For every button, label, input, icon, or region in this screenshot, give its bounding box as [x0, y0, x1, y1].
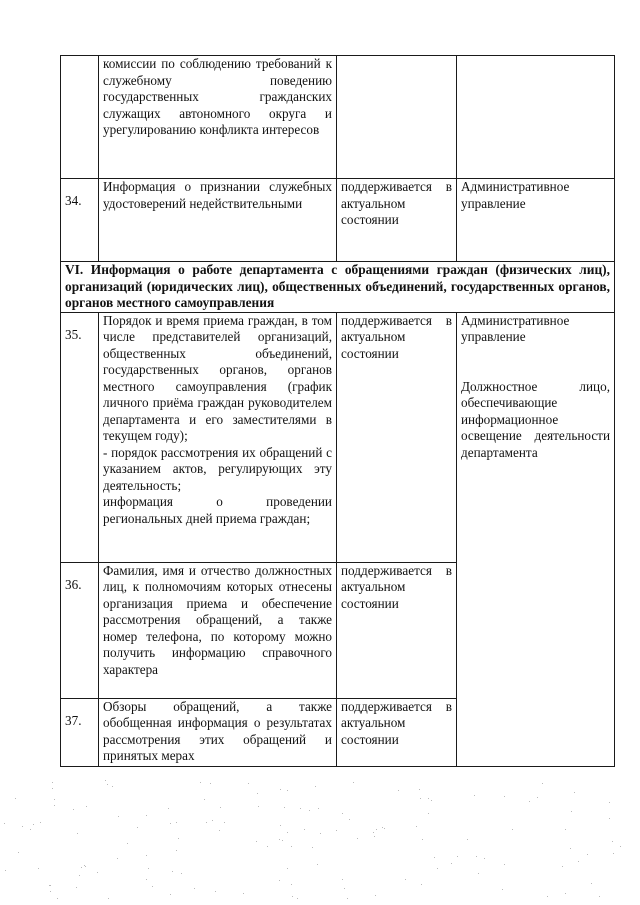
scan-speckle	[50, 885, 51, 886]
scan-speckle	[304, 829, 305, 830]
scan-speckle	[118, 816, 119, 817]
responsible-unit: Административное управление	[461, 312, 570, 344]
row-number: 34.	[65, 193, 82, 208]
row-number-cell	[61, 179, 99, 262]
scan-speckle	[502, 889, 503, 890]
scan-speckle	[79, 875, 80, 876]
scan-speckle	[52, 788, 53, 789]
scan-speckle	[384, 828, 385, 829]
scan-speckle	[376, 829, 377, 830]
scan-speckle	[267, 846, 268, 847]
scan-speckle	[484, 858, 485, 859]
scan-speckle	[349, 819, 350, 820]
scan-speckle	[22, 826, 23, 827]
row-status-cell	[337, 56, 457, 179]
scan-speckle	[112, 786, 113, 787]
scan-speckle	[422, 839, 423, 840]
row-number-cell	[61, 312, 99, 562]
row-number-cell	[61, 562, 99, 698]
scan-speckle	[405, 879, 406, 880]
information-table	[60, 55, 615, 767]
scan-speckle	[152, 886, 153, 887]
scan-speckle	[279, 839, 280, 840]
description-line: информация о проведении региональных дней приема граждан;	[103, 494, 332, 526]
scan-speckle	[578, 861, 579, 862]
scan-speckle	[587, 854, 588, 855]
scan-speckle	[54, 805, 55, 806]
row-description-cell: Фамилия, имя и отчество должностных лиц, к полномочиям которых отнесены организация приема и обеспечение рассмотрения обращений, а также номер телефона, по которому можно получить информацию справочного характера	[99, 562, 337, 698]
scan-speckle	[97, 872, 98, 873]
row-status-cell: поддерживается в актуальном состоянии	[337, 562, 457, 698]
row-description-cell: Информация о признании служебных удостоверений недействительными	[99, 179, 337, 262]
table-row	[61, 179, 615, 262]
scan-speckle	[178, 838, 179, 839]
scan-speckle	[258, 806, 259, 807]
scan-speckle	[375, 895, 376, 896]
scan-speckle	[280, 789, 281, 790]
scan-speckle	[33, 824, 34, 825]
scan-speckle	[176, 822, 177, 823]
scan-speckle	[86, 806, 87, 807]
scan-speckle	[374, 836, 375, 837]
scan-speckle	[54, 799, 55, 800]
scan-speckle	[336, 830, 337, 831]
scan-speckle	[137, 827, 138, 828]
scan-speckle	[282, 840, 283, 841]
scan-speckle	[287, 790, 288, 791]
scan-speckle	[599, 896, 600, 897]
row-description-cell	[99, 312, 337, 562]
scan-speckle	[220, 807, 221, 808]
row-status-cell: поддерживается в актуальном состоянии	[337, 312, 457, 562]
scan-speckle	[420, 798, 421, 799]
scan-speckle	[609, 802, 610, 803]
scan-speckle	[344, 888, 345, 889]
scan-speckle	[428, 813, 429, 814]
scan-speckle	[398, 790, 399, 791]
scan-speckle	[117, 858, 118, 859]
scan-speckle	[30, 829, 31, 830]
scan-speckle	[419, 789, 420, 790]
scan-speckle	[168, 808, 169, 809]
scan-speckle	[612, 841, 613, 842]
scan-speckle	[565, 893, 566, 894]
scan-speckle	[291, 884, 292, 885]
row-number: 36.	[65, 576, 82, 592]
scan-speckle	[421, 884, 422, 885]
row-number-cell	[61, 56, 99, 179]
scan-speckle	[212, 820, 213, 821]
scan-speckle	[434, 857, 435, 858]
scan-speckle	[224, 822, 225, 823]
scan-speckle	[148, 868, 149, 869]
scan-speckle	[431, 800, 432, 801]
scan-speckle	[512, 829, 513, 830]
scan-speckle	[170, 823, 171, 824]
row-number: 35.	[65, 326, 82, 342]
scan-speckle	[215, 891, 216, 892]
scan-speckle	[172, 871, 173, 872]
scan-speckle	[382, 827, 383, 828]
row-responsible-cell	[457, 56, 615, 179]
scan-speckle	[76, 887, 77, 888]
scan-speckle	[107, 784, 108, 785]
row-description-cell: комиссии по соблюдению требований к служебному поведению государственных гражданских служащих автономного округа и урегулированию конфликта интересов	[99, 56, 337, 179]
scan-speckle	[570, 848, 571, 849]
row-description-cell: Обзоры обращений, а также обобщенная информация о результатах рассмотрения этих обращений и принятых мерах	[99, 698, 337, 766]
scan-speckle	[57, 898, 58, 899]
scan-speckle	[565, 829, 566, 830]
scan-speckle	[476, 856, 477, 857]
scan-speckle	[146, 855, 147, 856]
row-responsible-cell: Административное управление	[457, 179, 615, 262]
row-status-cell: поддерживается в актуальном состоянии	[337, 698, 457, 766]
scan-speckle	[210, 783, 211, 784]
description-line: Порядок и время приема граждан, в том числе представителей организаций, общественных объединений, государственных органов, органов местного самоуправления (график личного приёма граждан руководителем департамента и его заместителями в текущем году);	[103, 312, 332, 443]
scan-speckle	[373, 832, 374, 833]
scan-speckle	[318, 808, 319, 809]
scan-speckle	[248, 783, 249, 784]
scan-speckle	[416, 826, 417, 827]
scan-speckle	[529, 801, 530, 802]
scan-speckle	[243, 893, 244, 894]
scan-speckle	[562, 866, 563, 867]
scan-speckle	[300, 808, 301, 809]
scan-speckle	[38, 868, 39, 869]
scan-speckle	[108, 898, 109, 899]
scan-speckle	[342, 879, 343, 880]
scan-speckle	[257, 793, 258, 794]
scan-speckle	[292, 896, 293, 897]
scan-speckle	[52, 782, 53, 783]
description-line: - порядок рассмотрения их обращений с указанием актов, регулирующих эту деятельность;	[103, 444, 332, 493]
row-number-cell	[61, 698, 99, 766]
responsible-person: Должностное лицо, обеспечивающие информационное освещение деятельности департамента	[461, 378, 610, 460]
scan-speckle	[347, 898, 348, 899]
scan-speckle	[219, 830, 220, 831]
row-responsible-cell	[457, 312, 615, 766]
scan-speckle	[609, 818, 610, 819]
scan-speckle	[613, 853, 614, 854]
scan-speckle	[457, 856, 458, 857]
scan-speckle	[81, 867, 82, 868]
scan-speckle	[287, 832, 288, 833]
scan-speckle	[467, 839, 468, 840]
scan-speckle	[77, 833, 78, 834]
scan-speckle	[451, 863, 452, 864]
scan-speckle	[437, 868, 438, 869]
scan-speckle	[200, 782, 201, 783]
scan-speckle	[176, 850, 177, 851]
scan-speckle	[4, 823, 5, 824]
scan-speckle	[474, 795, 475, 796]
scan-speckle	[312, 847, 313, 848]
scan-speckle	[353, 782, 354, 783]
scan-speckle	[571, 811, 572, 812]
scan-speckle	[297, 898, 298, 899]
scan-speckle	[256, 841, 257, 842]
scan-speckle	[105, 780, 106, 781]
scan-speckle	[194, 888, 195, 889]
scan-speckle	[537, 797, 538, 798]
scan-speckle	[357, 838, 358, 839]
scan-speckle	[146, 815, 147, 816]
scan-speckle	[5, 870, 6, 871]
section-title: VI. Информация о работе департамента с обращениями граждан (физических лиц), организаций (юридических лиц), общественных объединений, государственных органов, органов местного самоуправления	[61, 262, 615, 313]
scan-speckle	[542, 783, 543, 784]
scan-speckle	[284, 807, 285, 808]
scan-speckle	[478, 873, 479, 874]
scan-speckle	[428, 798, 429, 799]
scan-speckle	[49, 885, 50, 886]
scan-speckle	[309, 810, 310, 811]
scan-speckle	[127, 843, 128, 844]
table-row	[61, 312, 615, 562]
scan-speckle	[50, 891, 51, 892]
scan-speckle	[342, 813, 343, 814]
scan-speckle	[547, 896, 548, 897]
scan-speckle	[504, 796, 505, 797]
scan-speckle	[279, 880, 280, 881]
scan-speckle	[146, 879, 147, 880]
scan-speckle	[85, 866, 86, 867]
scan-speckle	[504, 864, 505, 865]
row-status-cell: поддерживается в актуальном состоянии	[337, 179, 457, 262]
scan-speckle	[84, 865, 85, 866]
scan-speckle	[280, 825, 281, 826]
scan-speckle	[170, 894, 171, 895]
scan-speckle	[317, 864, 318, 865]
scan-speckle	[18, 852, 19, 853]
scan-speckle	[204, 799, 205, 800]
scan-speckle	[315, 786, 316, 787]
scan-speckle	[181, 873, 182, 874]
scan-speckle	[574, 792, 575, 793]
scan-speckle	[287, 868, 288, 869]
scan-speckle	[40, 822, 41, 823]
table-row	[61, 56, 615, 179]
scan-speckle	[620, 846, 621, 847]
scan-speckle	[291, 846, 292, 847]
scan-speckle	[206, 822, 207, 823]
scan-speckle	[591, 883, 592, 884]
row-number: 37.	[65, 712, 82, 728]
scan-speckle	[73, 809, 74, 810]
scan-speckle	[320, 833, 321, 834]
section-heading-row	[61, 262, 615, 313]
scan-speckle	[15, 798, 16, 799]
